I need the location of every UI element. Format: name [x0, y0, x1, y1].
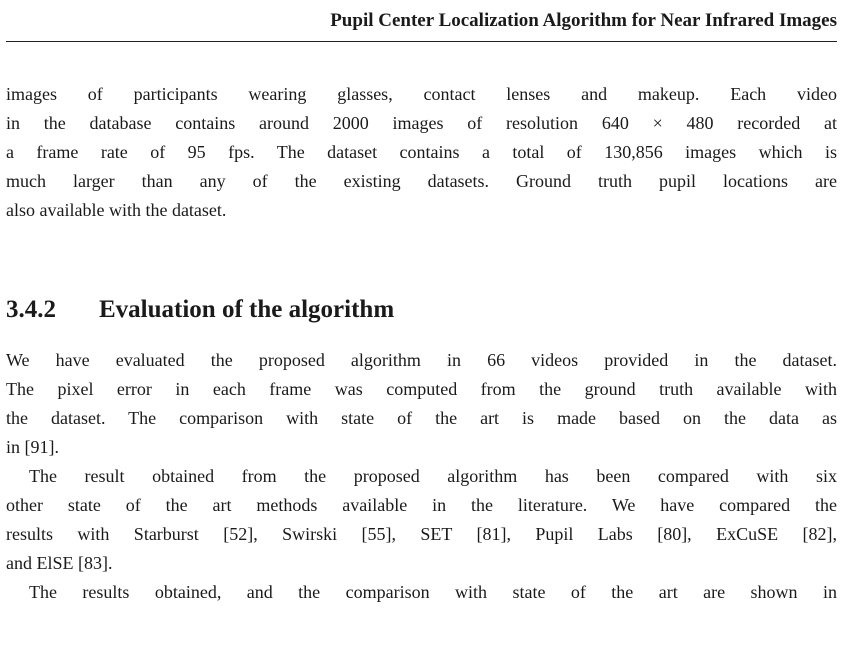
- paragraph-comparison: [6, 462, 837, 578]
- text-line: We have evaluated the proposed algorithm in 66 videos provided in the dataset.: [6, 350, 837, 370]
- text-line: The result obtained from the proposed algorithm has been compared with six: [29, 466, 837, 486]
- text-line: The pixel error in each frame was computed from the ground truth available with: [6, 379, 837, 399]
- text-line: in [91].: [6, 437, 59, 457]
- section-title: Evaluation of the algorithm: [99, 296, 395, 323]
- section-number: 3.4.2: [6, 296, 56, 323]
- paragraph-results: [6, 578, 837, 607]
- page: [6, 0, 837, 666]
- text-line: other state of the art methods available in the literature. We have compared the: [6, 495, 837, 515]
- section-heading: [6, 293, 837, 327]
- paragraph-dataset-description: [6, 80, 837, 225]
- text-line: and ElSE [83].: [6, 553, 113, 573]
- text-line: images of participants wearing glasses, contact lenses and makeup. Each video: [6, 84, 837, 104]
- text-line: the dataset. The comparison with state of the art is made based on the data as: [6, 408, 837, 428]
- text-line: in the database contains around 2000 images of resolution 640 × 480 recorded at: [6, 113, 837, 133]
- text-line: much larger than any of the existing datasets. Ground truth pupil locations are: [6, 171, 837, 191]
- text-line: results with Starburst [52], Swirski [55], SET [81], Pupil Labs [80], ExCuSE [82],: [6, 524, 837, 544]
- text-line: also available with the dataset.: [6, 200, 227, 220]
- text-line: a frame rate of 95 fps. The dataset contains a total of 130,856 images which is: [6, 142, 837, 162]
- running-head: Pupil Center Localization Algorithm for Near Infrared Images: [330, 10, 837, 31]
- paragraph-evaluation: [6, 346, 837, 462]
- header-rule: [6, 41, 837, 42]
- text-line: The results obtained, and the comparison with state of the art are shown in: [29, 582, 837, 602]
